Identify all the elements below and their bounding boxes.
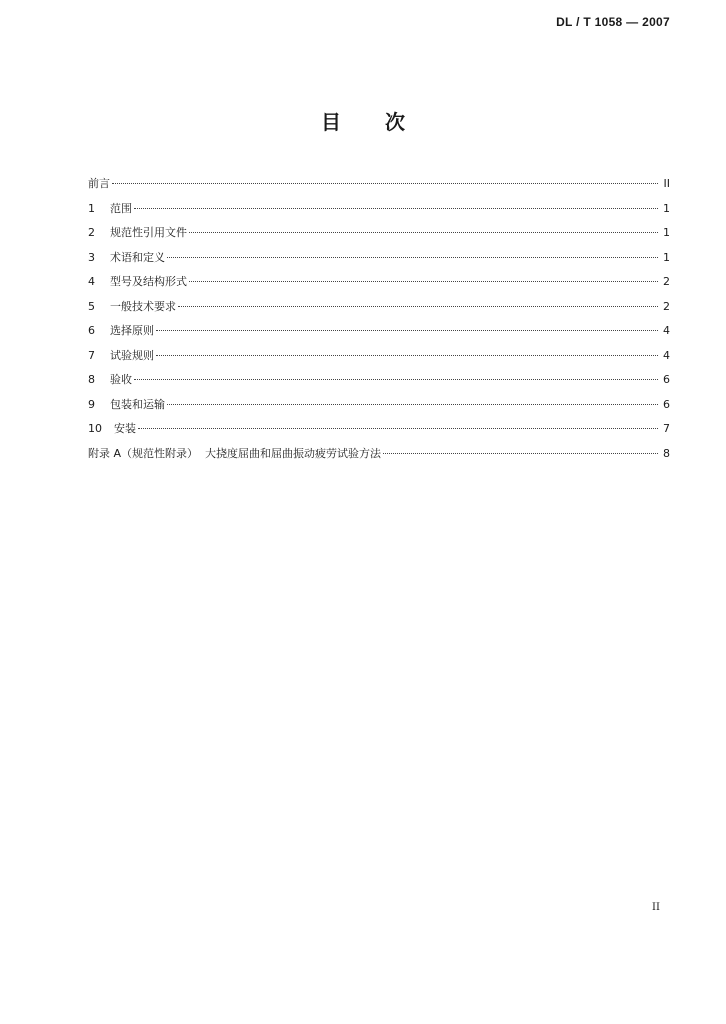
toc-item-2[interactable] <box>88 221 670 246</box>
toc-leader-dots <box>156 355 658 356</box>
toc-item-page: 4 <box>663 324 670 337</box>
toc-item-text: 安装 <box>114 422 136 435</box>
document-code: DL / T 1058 — 2007 <box>556 15 670 29</box>
toc-item-number: 7 <box>88 348 95 362</box>
toc-item-number: 6 <box>88 324 95 337</box>
toc-item-8[interactable] <box>88 368 670 393</box>
toc-item-6[interactable] <box>88 319 670 344</box>
toc-item-number: 8 <box>88 373 95 386</box>
toc-item-page: 6 <box>663 397 670 411</box>
toc-item-4[interactable] <box>88 270 670 295</box>
toc-leader-dots <box>189 232 658 233</box>
toc-leader-dots <box>134 379 658 380</box>
title-char-1: 目 <box>321 110 341 134</box>
toc-item-text: 试验规则 <box>110 348 154 362</box>
toc-leader-dots <box>178 306 658 307</box>
toc-item-7[interactable] <box>88 344 670 369</box>
toc-item-appendix-a[interactable] <box>88 442 670 467</box>
toc-leader-dots <box>134 208 658 209</box>
toc-item-10[interactable] <box>88 417 670 442</box>
toc-item-text: 包装和运输 <box>110 397 165 411</box>
toc-item-text: 验收 <box>110 373 132 386</box>
title-char-2: 次 <box>385 110 405 134</box>
toc-item-page: 6 <box>663 373 670 386</box>
toc-item-text: 一般技术要求 <box>110 299 176 313</box>
toc-item-page: 8 <box>663 446 670 460</box>
toc-item-text: 前言 <box>88 177 110 190</box>
toc-item-number: 4 <box>88 275 95 288</box>
toc-item-number: 3 <box>88 250 95 264</box>
toc-leader-dots <box>189 281 658 282</box>
toc-leader-dots <box>156 330 658 331</box>
page-title <box>0 106 726 135</box>
toc-item-number: 5 <box>88 299 95 313</box>
toc-item-5[interactable] <box>88 295 670 320</box>
toc-item-number: 1 <box>88 201 95 215</box>
toc-item-text: 规范性引用文件 <box>110 226 187 239</box>
toc-item-number: 2 <box>88 226 95 239</box>
toc-item-page: 2 <box>663 275 670 288</box>
toc-leader-dots <box>167 404 658 405</box>
toc-item-page: 1 <box>663 226 670 239</box>
toc-item-page: 1 <box>663 250 670 264</box>
toc-item-text: 术语和定义 <box>110 250 165 264</box>
table-of-contents <box>88 172 670 466</box>
toc-item-number: 9 <box>88 397 95 411</box>
toc-item-page: 7 <box>663 422 670 435</box>
toc-item-page: II <box>663 177 670 190</box>
toc-item-foreword[interactable] <box>88 172 670 197</box>
page-number: II <box>652 902 660 913</box>
toc-item-page: 4 <box>663 348 670 362</box>
toc-item-9[interactable] <box>88 393 670 418</box>
toc-item-text: 型号及结构形式 <box>110 275 187 288</box>
toc-item-text: 范围 <box>110 201 132 215</box>
toc-leader-dots <box>138 428 658 429</box>
toc-item-text: 附录 A（规范性附录） 大挠度屈曲和屈曲振动疲劳试验方法 <box>88 446 382 460</box>
toc-item-1[interactable] <box>88 197 670 222</box>
toc-item-text: 选择原则 <box>110 324 154 337</box>
toc-item-number: 10 <box>88 422 102 435</box>
toc-leader-dots <box>112 183 658 184</box>
toc-leader-dots <box>383 453 658 454</box>
toc-leader-dots <box>167 257 658 258</box>
toc-item-page: 1 <box>663 201 670 215</box>
toc-item-page: 2 <box>663 299 670 313</box>
toc-item-3[interactable] <box>88 246 670 271</box>
